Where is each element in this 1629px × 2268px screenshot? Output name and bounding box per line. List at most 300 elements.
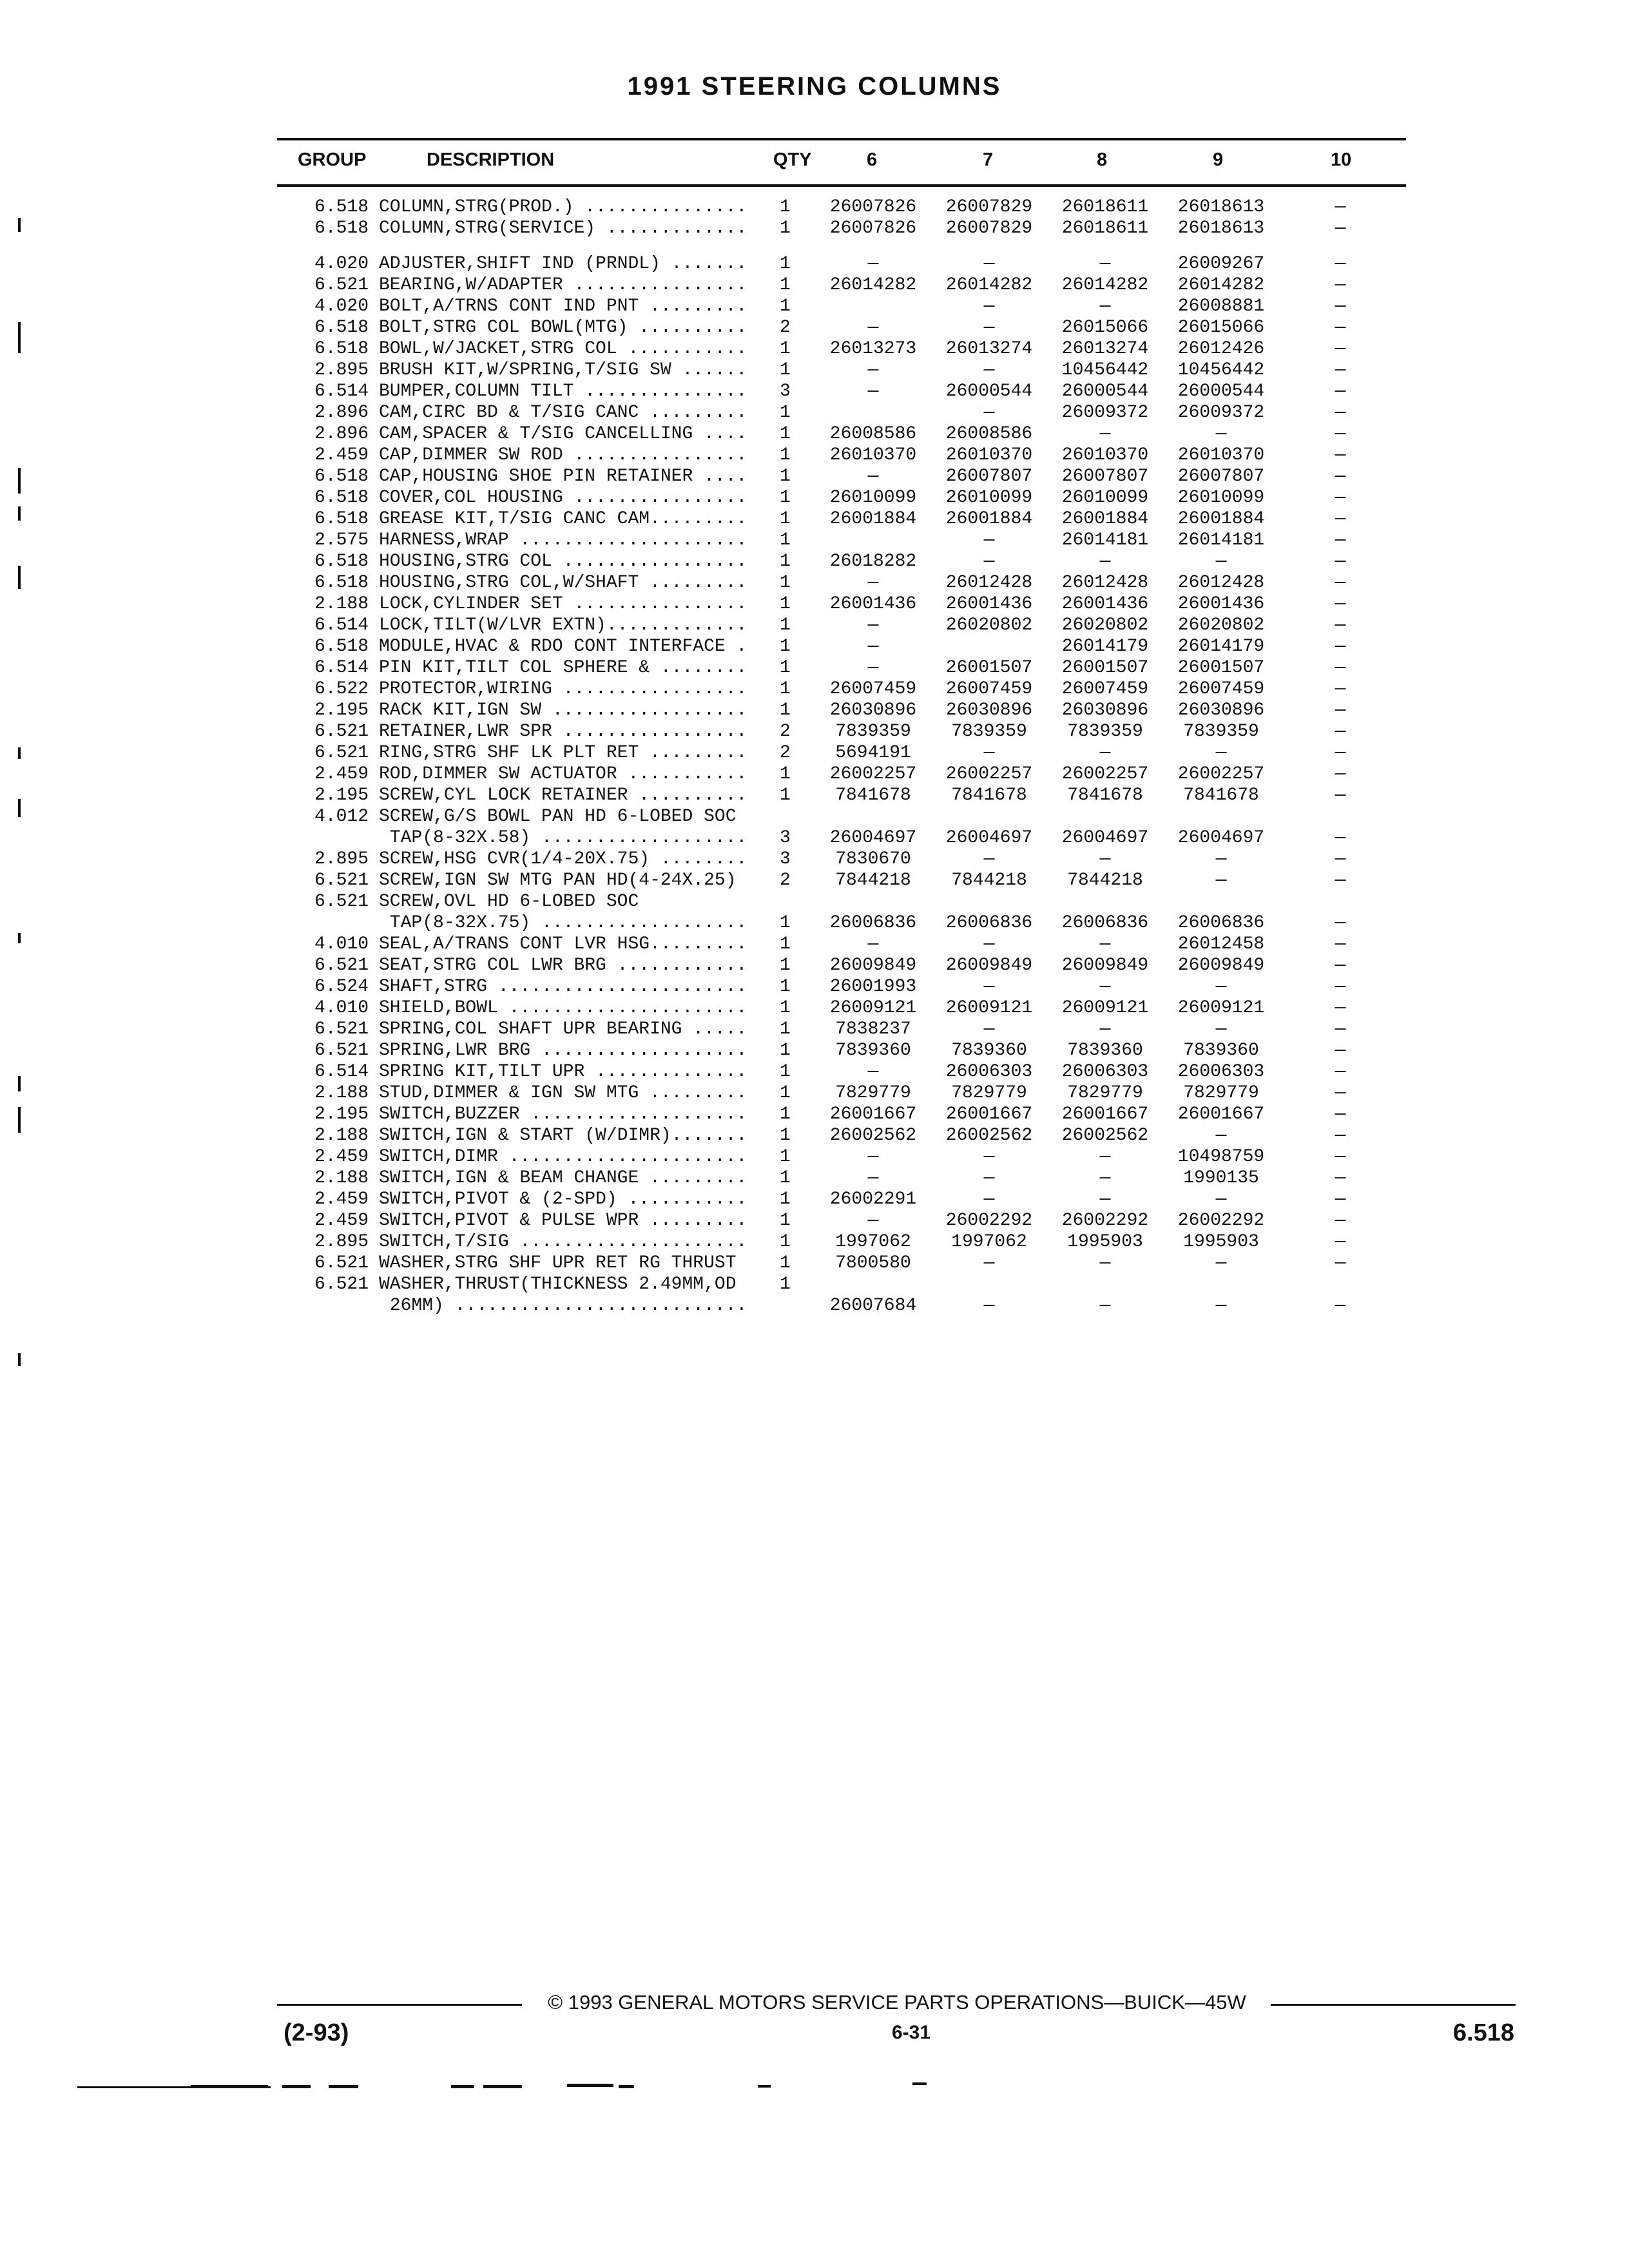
cell-col-8: 26006836: [1061, 913, 1149, 933]
column-header-10: 10: [1331, 149, 1352, 170]
cell-col-9: [1166, 1274, 1276, 1295]
cell-col-9: 26009849: [1177, 956, 1265, 975]
cell-col-8: —: [1099, 1168, 1111, 1188]
cell-col-9: —: [1215, 552, 1227, 572]
cell-description: CAM,SPACER & T/SIG CANCELLING ....: [379, 424, 747, 444]
cell-col-9: 1995903: [1183, 1232, 1259, 1252]
cell-description: CAM,CIRC BD & T/SIG CANC .........: [379, 403, 747, 423]
column-header-group: GROUP: [298, 149, 367, 170]
cell-description: SEAT,STRG COL LWR BRG ............: [379, 956, 747, 975]
cell-col-10: —: [1335, 218, 1346, 238]
footer-page-number: 6-31: [891, 2022, 931, 2043]
cell-col-8: 26001884: [1061, 509, 1149, 529]
cell-col-10: —: [1335, 1189, 1346, 1209]
table-row: [0, 1061, 1629, 1082]
cell-col-6: 26004697: [829, 828, 917, 848]
cell-col-8: 26012428: [1061, 573, 1149, 593]
cell-col-7: —: [983, 360, 995, 380]
cell-group: 6.521: [314, 1253, 369, 1273]
cell-col-8: 26001507: [1061, 658, 1149, 678]
cell-col-10: —: [1335, 849, 1346, 869]
scan-mark: [451, 2085, 474, 2088]
cell-col-8: [1050, 806, 1160, 827]
cell-col-10: —: [1335, 764, 1346, 784]
cell-group: 6.514: [314, 1062, 369, 1082]
cell-qty: 1: [780, 934, 791, 954]
table-row: [0, 466, 1629, 487]
cell-col-9: —: [1215, 870, 1227, 890]
cell-group: 6.514: [314, 615, 369, 635]
table-row: [0, 934, 1629, 955]
scan-mark: [18, 933, 21, 943]
cell-col-6: 26030896: [829, 700, 917, 720]
cell-qty: 1: [780, 1147, 791, 1167]
cell-col-6: [818, 806, 928, 827]
scan-mark: [912, 2082, 927, 2085]
cell-col-7: 26012428: [945, 573, 1033, 593]
cell-qty: 1: [780, 488, 791, 508]
table-row: [0, 423, 1629, 445]
table-row: [0, 218, 1629, 239]
cell-col-6: 7839359: [835, 722, 911, 742]
scan-mark: [483, 2085, 522, 2088]
scan-mark: [619, 2085, 634, 2088]
table-row: [0, 785, 1629, 806]
table-row: [0, 721, 1629, 742]
cell-col-10: —: [1335, 381, 1346, 401]
cell-group: 6.518: [314, 573, 369, 593]
cell-description: SWITCH,PIVOT & PULSE WPR .........: [379, 1211, 747, 1231]
cell-description: BOLT,STRG COL BOWL(MTG) ..........: [379, 318, 747, 338]
table-row: [0, 1125, 1629, 1146]
cell-col-10: —: [1335, 339, 1346, 359]
cell-col-10: —: [1335, 1019, 1346, 1039]
cell-description: LOCK,TILT(W/LVR EXTN).............: [379, 615, 747, 635]
table-row: [0, 530, 1629, 551]
header-bottom-rule: [277, 184, 1406, 187]
cell-description: SPRING,COL SHAFT UPR BEARING .....: [379, 1019, 747, 1039]
cell-col-8: —: [1099, 1253, 1111, 1273]
cell-col-10: —: [1335, 658, 1346, 678]
scan-mark: [18, 218, 21, 232]
table-row: [0, 1146, 1629, 1168]
cell-col-8: 7839359: [1067, 722, 1143, 742]
cell-col-6: —: [867, 1211, 879, 1231]
column-header-qty: QTY: [773, 149, 812, 170]
table-row: [0, 1210, 1629, 1231]
cell-description: SPRING,LWR BRG ...................: [379, 1041, 747, 1061]
cell-col-9: —: [1215, 849, 1227, 869]
cell-col-10: —: [1335, 403, 1346, 423]
cell-qty: 2: [780, 870, 791, 890]
cell-col-6: —: [867, 637, 879, 657]
cell-description: SHAFT,STRG .......................: [379, 977, 747, 997]
cell-group: 2.195: [314, 785, 369, 805]
cell-col-6: —: [867, 934, 879, 954]
cell-col-6: 26002291: [829, 1189, 917, 1209]
scan-mark: [18, 506, 21, 521]
cell-col-10: —: [1335, 1168, 1346, 1188]
cell-qty: 1: [780, 956, 791, 975]
cell-col-9: 10498759: [1177, 1147, 1265, 1167]
cell-col-7: 26002257: [945, 764, 1033, 784]
cell-col-6: 26006836: [829, 913, 917, 933]
cell-qty: 1: [780, 700, 791, 720]
cell-col-7: 7841678: [951, 785, 1027, 805]
cell-col-7: [934, 806, 1044, 827]
table-row: [0, 1082, 1629, 1104]
footer-rule-right: [1271, 2004, 1516, 2006]
cell-col-8: 7839360: [1067, 1041, 1143, 1061]
scan-mark: [329, 2085, 358, 2088]
table-row: [0, 891, 1629, 912]
cell-col-9: 26000544: [1177, 381, 1265, 401]
cell-description: LOCK,CYLINDER SET ................: [379, 594, 747, 614]
cell-col-6: 26009849: [829, 956, 917, 975]
column-header-8: 8: [1097, 149, 1108, 170]
cell-col-6: 7830670: [835, 849, 911, 869]
cell-group: 6.522: [314, 679, 369, 699]
cell-col-9: 26012428: [1177, 573, 1265, 593]
cell-description: ROD,DIMMER SW ACTUATOR ...........: [379, 764, 747, 784]
cell-group: 6.518: [314, 318, 369, 338]
cell-col-9: 26010370: [1177, 445, 1265, 465]
cell-group: 2.896: [314, 403, 369, 423]
cell-col-7: —: [983, 1168, 995, 1188]
cell-col-8: 26004697: [1061, 828, 1149, 848]
scan-mark: [18, 1353, 21, 1366]
cell-col-9: 26006836: [1177, 913, 1265, 933]
cell-description: BRUSH KIT,W/SPRING,T/SIG SW ......: [379, 360, 747, 380]
cell-col-10: —: [1335, 552, 1346, 572]
table-row: [0, 1168, 1629, 1189]
cell-col-10: —: [1335, 722, 1346, 742]
cell-col-6: 7800580: [835, 1253, 911, 1273]
cell-col-6: 5694191: [835, 743, 911, 763]
cell-qty: 1: [780, 360, 791, 380]
cell-col-8: 26010370: [1061, 445, 1149, 465]
cell-col-10: —: [1335, 998, 1346, 1018]
cell-col-8: 26001667: [1061, 1104, 1149, 1124]
cell-col-8: 7841678: [1067, 785, 1143, 805]
table-row: [0, 317, 1629, 338]
cell-description: ADJUSTER,SHIFT IND (PRNDL) .......: [379, 254, 747, 274]
cell-col-7: 1997062: [951, 1232, 1027, 1252]
cell-col-7: —: [983, 743, 995, 763]
footer-section-number: 6.518: [1452, 2019, 1514, 2046]
cell-col-7: [934, 636, 1044, 657]
cell-col-8: 26006303: [1061, 1062, 1149, 1082]
cell-col-6: 7829779: [835, 1083, 911, 1103]
cell-col-7: 26020802: [945, 615, 1033, 635]
cell-col-10: —: [1335, 785, 1346, 805]
cell-col-9: 26009372: [1177, 403, 1265, 423]
cell-col-10: —: [1335, 1232, 1346, 1252]
table-row: [0, 572, 1629, 593]
cell-col-9: —: [1215, 1253, 1227, 1273]
cell-col-10: —: [1335, 870, 1346, 890]
cell-col-6: [818, 530, 928, 551]
cell-col-10: —: [1335, 509, 1346, 529]
cell-col-10: —: [1335, 197, 1346, 217]
cell-col-8: 7829779: [1067, 1083, 1143, 1103]
cell-col-7: 26008586: [945, 424, 1033, 444]
cell-col-7: —: [983, 296, 995, 316]
cell-group: 6.514: [314, 658, 369, 678]
cell-col-6: 26010370: [829, 445, 917, 465]
cell-col-9: 26014179: [1177, 637, 1265, 657]
scan-mark: [18, 1107, 21, 1133]
cell-col-10: —: [1335, 1211, 1346, 1231]
cell-col-10: —: [1335, 488, 1346, 508]
cell-group: [291, 912, 369, 934]
cell-qty: 1: [780, 1019, 791, 1039]
cell-col-7: 26009849: [945, 956, 1033, 975]
cell-group: 4.020: [314, 296, 369, 316]
cell-group: 2.895: [314, 1232, 369, 1252]
cell-qty: 1: [780, 573, 791, 593]
cell-description: SCREW,IGN SW MTG PAN HD(4-24X.25): [379, 870, 737, 890]
cell-col-8: 1995903: [1067, 1232, 1143, 1252]
cell-col-9: 26030896: [1177, 700, 1265, 720]
cell-col-6: 26001993: [829, 977, 917, 997]
table-row: [0, 827, 1629, 849]
page-title: 1991 STEERING COLUMNS: [627, 72, 1002, 101]
cell-qty: 1: [780, 339, 791, 359]
cell-col-7: 26001507: [945, 658, 1033, 678]
cell-group: 4.010: [314, 998, 369, 1018]
cell-col-9: 7829779: [1183, 1083, 1259, 1103]
cell-group: [291, 1295, 369, 1316]
cell-col-7: 26004697: [945, 828, 1033, 848]
cell-description: BEARING,W/ADAPTER ................: [379, 275, 747, 295]
cell-group: 2.575: [314, 530, 369, 550]
cell-col-6: —: [867, 1168, 879, 1188]
cell-col-10: —: [1335, 275, 1346, 295]
cell-col-7: 7829779: [951, 1083, 1027, 1103]
cell-qty: [780, 1295, 799, 1316]
cell-qty: 1: [780, 913, 791, 933]
cell-col-10: [1308, 806, 1373, 827]
cell-col-9: [1166, 806, 1276, 827]
cell-description: PIN KIT,TILT COL SPHERE & ........: [379, 658, 747, 678]
cell-group: 2.188: [314, 1083, 369, 1103]
cell-description: HOUSING,STRG COL .................: [379, 552, 747, 572]
cell-col-10: [1308, 891, 1373, 912]
cell-group: 6.518: [314, 488, 369, 508]
cell-description: SWITCH,IGN & START (W/DIMR).......: [379, 1126, 747, 1146]
cell-col-6: 7838237: [835, 1019, 911, 1039]
cell-col-7: 26006836: [945, 913, 1033, 933]
cell-group: 6.521: [314, 1019, 369, 1039]
cell-col-8: 26007807: [1061, 466, 1149, 486]
cell-col-10: —: [1335, 594, 1346, 614]
cell-col-6: 7841678: [835, 785, 911, 805]
cell-col-8: 26015066: [1061, 318, 1149, 338]
cell-col-6: —: [867, 658, 879, 678]
cell-col-9: —: [1215, 1296, 1227, 1316]
table-row: [0, 197, 1629, 218]
cell-qty: 1: [780, 615, 791, 635]
table-row: [0, 764, 1629, 785]
cell-col-6: 26010099: [829, 488, 917, 508]
cell-col-7: —: [983, 1296, 995, 1316]
table-row: [0, 849, 1629, 870]
cell-description: PROTECTOR,WIRING .................: [379, 679, 747, 699]
cell-group: [291, 827, 369, 849]
cell-description: 26MM) ...........................: [379, 1296, 747, 1316]
cell-description: HARNESS,WRAP .....................: [379, 530, 747, 550]
cell-col-8: —: [1099, 934, 1111, 954]
cell-col-8: 7844218: [1067, 870, 1143, 890]
table-row: [0, 615, 1629, 636]
cell-col-9: 26008881: [1177, 296, 1265, 316]
cell-description: SWITCH,BUZZER ....................: [379, 1104, 747, 1124]
table-row: [0, 551, 1629, 572]
cell-col-10: —: [1335, 254, 1346, 274]
cell-description: BOWL,W/JACKET,STRG COL ...........: [379, 339, 747, 359]
table-row: [0, 445, 1629, 466]
cell-col-7: 7839359: [951, 722, 1027, 742]
cell-col-10: —: [1335, 360, 1346, 380]
footer-copyright: © 1993 GENERAL MOTORS SERVICE PARTS OPERATIONS—BUICK—45W: [548, 1991, 1246, 2013]
cell-col-6: [818, 402, 928, 423]
cell-col-9: —: [1215, 1019, 1227, 1039]
cell-qty: 1: [780, 1041, 791, 1061]
cell-col-6: —: [867, 360, 879, 380]
cell-col-10: —: [1335, 466, 1346, 486]
cell-qty: 1: [780, 637, 791, 657]
cell-col-9: 26018613: [1177, 197, 1265, 217]
cell-col-7: [934, 891, 1044, 912]
cell-col-8: —: [1099, 1296, 1111, 1316]
cell-qty: 1: [780, 1104, 791, 1124]
cell-col-7: —: [983, 318, 995, 338]
cell-description: BOLT,A/TRNS CONT IND PNT .........: [379, 296, 747, 316]
table-row: [0, 997, 1629, 1019]
cell-col-9: 26020802: [1177, 615, 1265, 635]
cell-group: 2.895: [314, 360, 369, 380]
cell-col-7: —: [983, 934, 995, 954]
cell-col-10: —: [1335, 1147, 1346, 1167]
cell-group: 6.518: [314, 552, 369, 572]
cell-col-7: —: [983, 552, 995, 572]
cell-col-7: 26007459: [945, 679, 1033, 699]
cell-col-8: 26001436: [1061, 594, 1149, 614]
cell-qty: 1: [780, 1211, 791, 1231]
column-header-description: DESCRIPTION: [427, 149, 555, 170]
cell-col-9: 26001507: [1177, 658, 1265, 678]
cell-qty: 1: [780, 1253, 791, 1273]
cell-col-10: —: [1335, 1253, 1346, 1273]
table-row: [0, 1040, 1629, 1061]
cell-group: 4.010: [314, 934, 369, 954]
cell-col-8: [1050, 1274, 1160, 1295]
table-row: [0, 1104, 1629, 1125]
scan-mark: [282, 2085, 311, 2088]
cell-col-7: [934, 1274, 1044, 1295]
cell-group: 6.521: [314, 1041, 369, 1061]
scan-mark: [18, 468, 21, 494]
cell-description: SWITCH,T/SIG .....................: [379, 1232, 747, 1252]
cell-qty: 1: [780, 594, 791, 614]
cell-description: COLUMN,STRG(PROD.) ...............: [379, 197, 747, 217]
table-row: [0, 1274, 1629, 1295]
cell-col-8: 26000544: [1061, 381, 1149, 401]
table-row: [0, 1189, 1629, 1210]
column-header-9: 9: [1213, 149, 1224, 170]
cell-col-10: —: [1335, 296, 1346, 316]
cell-col-6: —: [867, 254, 879, 274]
cell-col-9: 26009121: [1177, 998, 1265, 1018]
cell-col-7: 26001884: [945, 509, 1033, 529]
cell-col-6: 26007459: [829, 679, 917, 699]
table-row: [0, 1019, 1629, 1040]
cell-description: CAP,DIMMER SW ROD ................: [379, 445, 747, 465]
cell-qty: 1: [780, 509, 791, 529]
cell-col-8: —: [1099, 1147, 1111, 1167]
cell-col-8: —: [1099, 1189, 1111, 1209]
cell-col-10: —: [1335, 573, 1346, 593]
cell-description: SCREW,HSG CVR(1/4-20X.75) ........: [379, 849, 747, 869]
cell-col-10: —: [1335, 700, 1346, 720]
cell-col-6: 26001667: [829, 1104, 917, 1124]
cell-qty: 1: [780, 275, 791, 295]
cell-col-10: —: [1335, 1062, 1346, 1082]
cell-col-6: 26007826: [829, 218, 917, 238]
cell-col-10: —: [1335, 934, 1346, 954]
table-row: [0, 806, 1629, 827]
table-row: [0, 976, 1629, 997]
cell-col-8: —: [1099, 424, 1111, 444]
cell-col-7: 26010099: [945, 488, 1033, 508]
cell-col-6: 26001436: [829, 594, 917, 614]
cell-col-7: 26010370: [945, 445, 1033, 465]
cell-col-10: —: [1335, 318, 1346, 338]
cell-group: 6.518: [314, 218, 369, 238]
cell-col-9: —: [1215, 1189, 1227, 1209]
cell-description: RETAINER,LWR SPR .................: [379, 722, 747, 742]
cell-description: SCREW,OVL HD 6-LOBED SOC: [379, 892, 639, 912]
cell-col-10: —: [1335, 913, 1346, 933]
cell-col-7: 26030896: [945, 700, 1033, 720]
cell-qty: 1: [780, 218, 791, 238]
cell-col-9: 26001436: [1177, 594, 1265, 614]
scan-mark: [191, 2085, 268, 2088]
cell-qty: 1: [780, 764, 791, 784]
cell-group: 6.521: [314, 743, 369, 763]
table-row: [0, 870, 1629, 891]
cell-group: 6.521: [314, 956, 369, 975]
cell-group: 6.524: [314, 977, 369, 997]
cell-qty: 3: [780, 828, 791, 848]
cell-col-6: 26002562: [829, 1126, 917, 1146]
cell-col-6: 1997062: [835, 1232, 911, 1252]
cell-col-10: —: [1335, 1126, 1346, 1146]
cell-description: COVER,COL HOUSING ................: [379, 488, 747, 508]
cell-group: 2.188: [314, 1126, 369, 1146]
table-row: [0, 487, 1629, 508]
table-row: [0, 742, 1629, 764]
cell-col-7: —: [983, 849, 995, 869]
cell-col-7: —: [983, 1189, 995, 1209]
cell-col-8: 26002257: [1061, 764, 1149, 784]
cell-col-9: 26001667: [1177, 1104, 1265, 1124]
cell-col-9: 26006303: [1177, 1062, 1265, 1082]
cell-col-7: —: [983, 403, 995, 423]
cell-col-6: 26007826: [829, 197, 917, 217]
cell-qty: 2: [780, 722, 791, 742]
